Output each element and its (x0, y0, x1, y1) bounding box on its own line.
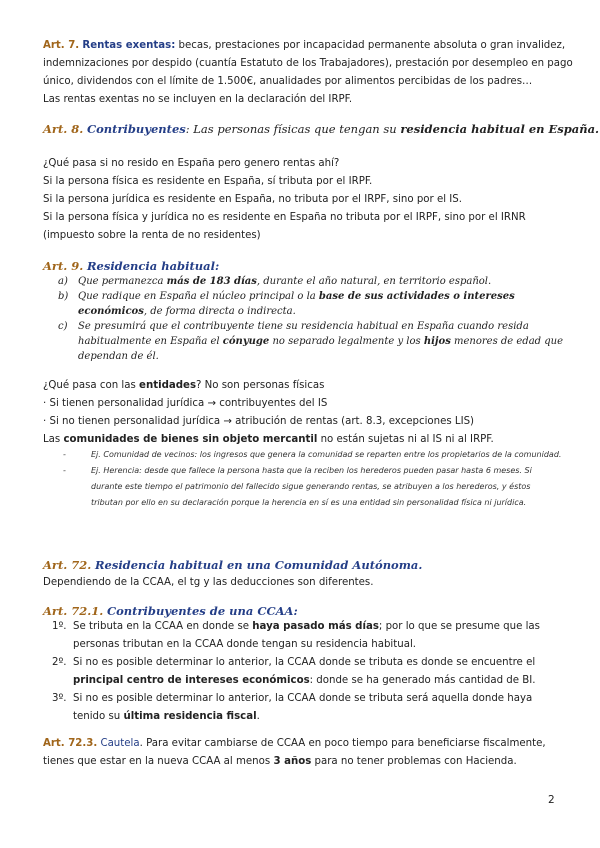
art723-section: Art. 72.3. Cautela. Para evitar cambiarse de CCAA en poco tiempo para beneficiarse fiscalmente, tienes que estar en la nueva CCAA al menos 3 años para no tener problemas con Hacienda. (43, 738, 546, 767)
art8-title: Contribuyentes (86, 122, 186, 136)
list-item: - Ej. Herencia: desde que fallece la persona hasta que la reciben los herederos pueden pasar hasta 6 meses. Si durante este tiempo el patrimonio del fallecido sigue generando rentas, se atribuyen a los herederos, y éstos tributan por ello en su declaración porque la herencia en sí es una entidad sin personalidad física ni jurídica. (63, 466, 532, 507)
art7-line2: indemnizaciones por despido (cuantía Estatuto de los Trabajadores), prestación por desempleo en pago (43, 58, 573, 69)
art9-list (43, 274, 563, 364)
art7-label: Art. 7. (43, 40, 80, 51)
art7-line3: único, dividendos con el límite de 1.500€, anualidades por alimentos percibidas de los padres… (43, 76, 533, 87)
list-item: c) Se presumirá que el contribuyente tiene su residencia habitual en España cuando resida habitualmente en España el cónyuge no separado legalmente y los hijos menores de edad que dependan de él. (58, 321, 564, 362)
art721-list (43, 618, 563, 726)
page-number: 2 (548, 794, 555, 806)
art9-heading (43, 257, 563, 275)
list-item: a) Que permanezca más de 183 días, durante el año natural, en territorio español. (58, 276, 492, 287)
art8-label: Art. 8. (43, 122, 84, 136)
art72-title: Residencia habitual en una Comunidad Autónoma. (94, 558, 423, 572)
art723-title: Cautela (100, 738, 140, 749)
art72-label: Art. 72. (43, 558, 92, 572)
art8-heading: Art. 8. Contribuyentes: Las personas físicas que tengan su residencia habitual en España. (43, 122, 600, 136)
art7-line1: Art. 7. Rentas exentas: becas, prestaciones por incapacidad permanente absoluta o gran invalidez, (43, 40, 566, 51)
list-item: 2º. Si no es posible determinar lo anterior, la CCAA donde se tributa es donde se encuentre el principal centro de intereses económicos: donde se ha generado más cantidad de BI. (52, 657, 536, 686)
art8-section (43, 120, 600, 138)
art721-label: Art. 72.1. (43, 604, 104, 618)
art723-label: Art. 72.3. (43, 738, 98, 749)
art72-heading (43, 556, 563, 574)
art721-title: Contribuyentes de una CCAA: (106, 604, 298, 618)
art7-line4: Las rentas exentas no se incluyen en la declaración del IRPF. (43, 94, 353, 105)
entidades-block: ¿Qué pasa con las entidades? No son personas físicas · Si tienen personalidad jurídica → contribuyentes del IS · Si no tienen personalidad jurídica → atribución de rentas (art. 8.3, excepciones LIS) Las comunidades de bienes sin objeto mercantil no están sujetas ni al IS ni al IRPF. (43, 380, 494, 445)
art8-questions: ¿Qué pasa si no resido en España pero genero rentas ahí? Si la persona física es residente en España, sí tributa por el IRPF. Si la persona jurídica es residente en España, no tributa por el IRPF, sino por el IS. Si la persona física y jurídica no es residente en España no tributa por el IRPF, sino por el IRNR (impuesto sobre la renta de no residentes) (43, 158, 526, 241)
list-item: b) Que radique en España el núcleo principal o la base de sus actividades o intereses económicos, de forma directa o indirecta. (58, 291, 515, 317)
list-item: 3º. Si no es posible determinar lo anterior, la CCAA donde se tributa será aquella donde haya tenido su última residencia fiscal. (52, 693, 533, 722)
art7-title: Rentas exentas: (82, 40, 176, 51)
examples-list (43, 447, 563, 511)
art9-title: Residencia habitual: (86, 259, 220, 273)
art9-label: Art. 9. (43, 259, 84, 273)
art7-section (43, 37, 573, 109)
list-item: 1º. Se tributa en la CCAA en donde se haya pasado más días; por lo que se presume que las personas tributan en la CCAA donde tengan su residencia habitual. (52, 621, 540, 650)
art9-section (43, 257, 563, 275)
list-item: - Ej. Comunidad de vecinos: los ingresos que genera la comunidad se reparten entre los propietarios de la comunidad. (63, 450, 562, 459)
art72-section: Art. 72. Residencia habitual en una Comunidad Autónoma. Dependiendo de la CCAA, el tg y las deducciones son diferentes. (43, 556, 563, 592)
